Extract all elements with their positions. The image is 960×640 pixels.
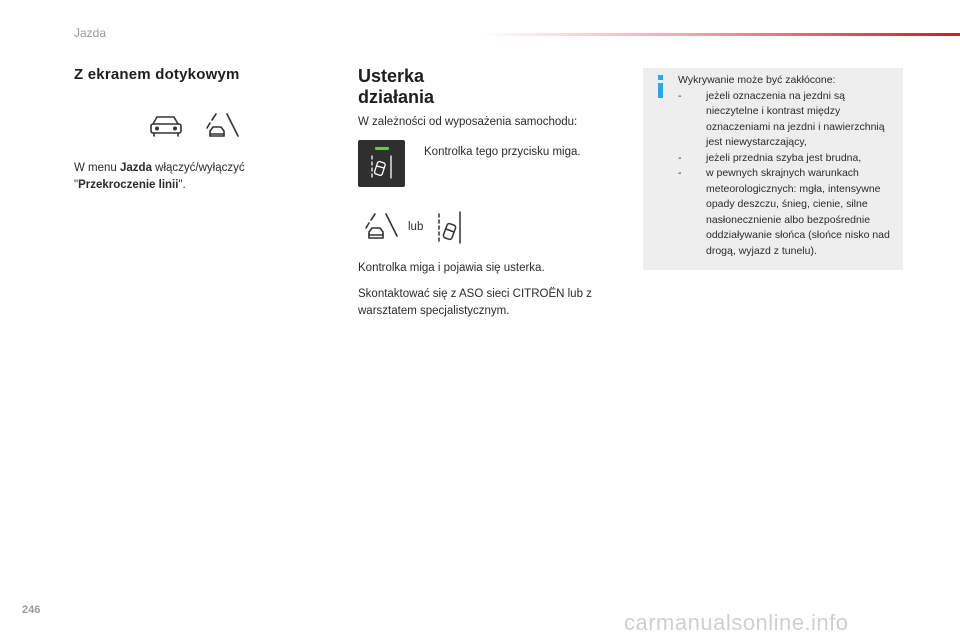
section-heading-malfunction: Usterka działania	[358, 66, 435, 107]
page-number: 246	[22, 604, 41, 616]
list-item: - jeżeli oznaczenia na jezdni są nieczytelne i kontrast między oznaczeniami na jezdni i nawierzchnią jest niewystarczający,	[678, 89, 885, 148]
list-item: - w pewnych skrajnych warunkach meteorologicznych: mgła, intensywne opady deszczu, śnieg, cienie, silne nasłonecznienie albo bezpośrednie oddziaływanie słońca (słońce nisko nad drogą, wyjazd z tunelu).	[678, 167, 890, 257]
lane-departure-icon-alt	[366, 214, 397, 238]
or-label: lub	[408, 221, 424, 233]
section-heading-touchscreen: Z ekranem dotykowym	[74, 66, 240, 83]
alternative-icons	[364, 210, 484, 246]
touchscreen-instructions: W menu Jazda włączyć/wyłączyć "Przekroczenie linii".	[74, 162, 245, 191]
lane-departure-icon	[207, 114, 238, 136]
header-rule	[480, 33, 960, 36]
fault-description: Kontrolka miga i pojawia się usterka.	[358, 262, 545, 274]
equipment-intro: W zależności od wyposażenia samochodu:	[358, 116, 578, 128]
watermark: carmanualsonline.info	[624, 610, 849, 635]
function-name: Przekroczenie linii	[78, 179, 179, 191]
touchscreen-icons	[148, 112, 248, 142]
lane-keep-car-icon	[372, 156, 391, 178]
menu-name: Jazda	[120, 162, 152, 174]
info-lead: Wykrywanie może być zakłócone:	[678, 74, 836, 86]
lane-keep-button-icon	[439, 212, 460, 243]
lane-button-tile	[358, 140, 405, 187]
info-icon	[655, 75, 667, 97]
section-label: Jazda	[74, 26, 107, 40]
contact-dealer-text: Skontaktować się z ASO sieci CITROËN lub z warsztatem specjalistycznym.	[358, 288, 592, 317]
info-box	[643, 68, 903, 270]
car-icon	[151, 117, 181, 136]
list-item: - jeżeli przednia szyba jest brudna,	[678, 151, 862, 164]
info-list	[678, 89, 900, 260]
tile-caption: Kontrolka tego przycisku miga.	[424, 146, 581, 158]
